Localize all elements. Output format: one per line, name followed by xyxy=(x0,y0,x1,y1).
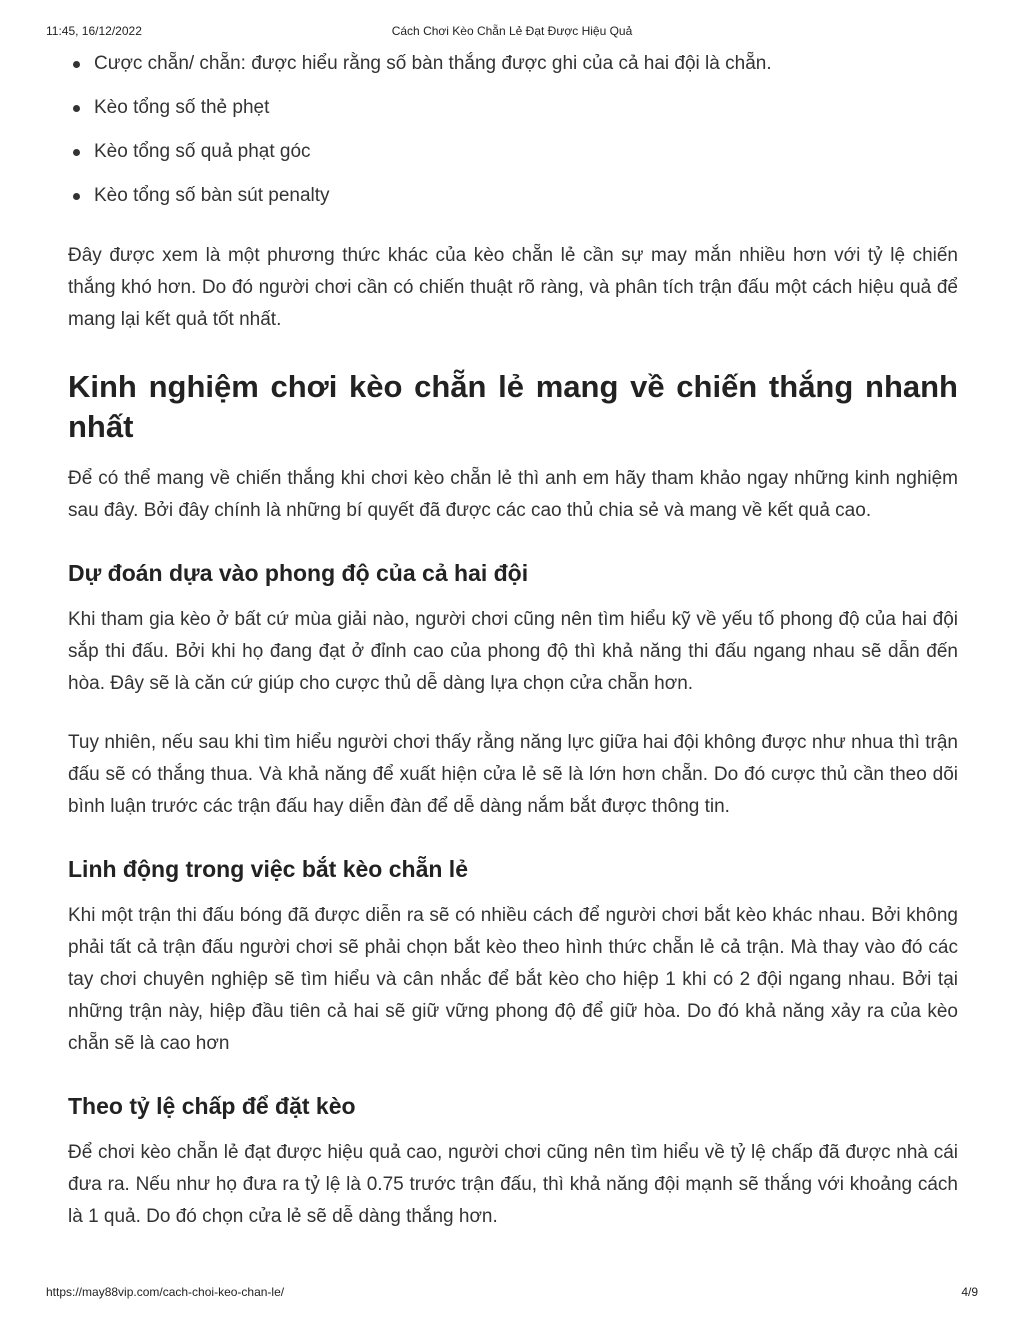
page-number: 4/9 xyxy=(961,1285,978,1299)
subsection-heading-flexible: Linh động trong việc bắt kèo chẵn lẻ xyxy=(68,856,468,882)
article-content xyxy=(68,46,958,1233)
print-header xyxy=(46,24,978,40)
list-item xyxy=(68,90,958,134)
print-url: https://may88vip.com/cach-choi-keo-chan-le/ xyxy=(46,1285,285,1299)
print-document-title: Cách Chơi Kèo Chẵn Lẻ Đạt Được Hiệu Quả xyxy=(391,24,633,38)
bullet-icon xyxy=(73,105,80,112)
paragraph: Để chơi kèo chẵn lẻ đạt được hiệu quả cao, người chơi cũng nên tìm hiểu về tỷ lệ chấp đã được nhà cái đưa ra. Nếu như họ đưa ra tỷ lệ là 0.75 trước trận đấu, thì khả năng đội mạnh sẽ thắng với khoảng cách là 1 quả. Do đó chọn cửa lẻ sẽ dễ dàng thắng hơn. xyxy=(68,1142,958,1227)
bullet-icon xyxy=(73,61,80,68)
list-item xyxy=(68,178,958,222)
subsection-heading-handicap: Theo tỷ lệ chấp để đặt kèo xyxy=(68,1093,356,1119)
intro-paragraph: Đây được xem là một phương thức khác của kèo chẵn lẻ cần sự may mắn nhiều hơn với tỷ lệ chiến thắng khó hơn. Do đó người chơi cần có chiến thuật rõ ràng, và phân tích trận đấu một cách hiệu quả để mang lại kết quả tốt nhất. xyxy=(68,245,958,330)
list-item xyxy=(68,46,958,90)
section-intro-paragraph: Để có thể mang về chiến thắng khi chơi kèo chẵn lẻ thì anh em hãy tham khảo ngay những kinh nghiệm sau đây. Bởi đây chính là những bí quyết đã được các cao thủ chia sẻ và mang về kết quả cao. xyxy=(68,468,958,521)
paragraph: Khi một trận thi đấu bóng đã được diễn ra sẽ có nhiều cách để người chơi bắt kèo khác nhau. Bởi không phải tất cả trận đấu người chơi sẽ phải chọn bắt kèo theo hình thức chẵn lẻ cả trận. Mà thay vào đó các tay chơi chuyên nghiệp sẽ tìm hiểu và cân nhắc để bắt kèo cho hiệp 1 khi có 2 đội ngang nhau. Bởi tại những trận này, hiệp đầu tiên cả hai sẽ giữ vững phong độ để giữ hòa. Do đó khả năng xảy ra của kèo chẵn sẽ là cao hơn xyxy=(68,905,958,1054)
paragraph: Tuy nhiên, nếu sau khi tìm hiểu người chơi thấy rằng năng lực giữa hai đội không được như nhua thì trận đấu sẽ có thắng thua. Và khả năng để xuất hiện cửa lẻ sẽ là lớn hơn chẵn. Do đó cược thủ cần theo dõi bình luận trước các trận đấu hay diễn đàn để dễ dàng nắm bắt được thông tin. xyxy=(68,732,958,817)
bullet-icon xyxy=(73,149,80,156)
list-item-text: Cược chẵn/ chẵn: được hiểu rằng số bàn thắng được ghi của cả hai đội là chẵn. xyxy=(94,53,772,74)
subsection-heading-form: Dự đoán dựa vào phong độ của cả hai đội xyxy=(68,560,529,586)
paragraph: Khi tham gia kèo ở bất cứ mùa giải nào, người chơi cũng nên tìm hiểu kỹ về yếu tố phong độ của hai đội sắp thi đấu. Bởi khi họ đang đạt ở đỉnh cao của phong độ thì khả năng thi đấu ngang nhau sẽ dẫn đến hòa. Đây sẽ là căn cứ giúp cho cược thủ dễ dàng lựa chọn cửa chẵn hơn. xyxy=(68,609,958,694)
list-item xyxy=(68,134,958,178)
list-item-text: Kèo tổng số bàn sút penalty xyxy=(94,185,330,206)
list-item-text: Kèo tổng số thẻ phẹt xyxy=(94,97,270,118)
section-heading: Kinh nghiệm chơi kèo chẵn lẻ mang về chiến thắng nhanh nhất xyxy=(68,369,958,444)
list-item-text: Kèo tổng số quả phạt góc xyxy=(94,141,311,162)
bet-types-list xyxy=(68,46,958,222)
print-timestamp: 11:45, 16/12/2022 xyxy=(46,24,142,38)
bullet-icon xyxy=(73,193,80,200)
print-footer xyxy=(46,1285,978,1301)
